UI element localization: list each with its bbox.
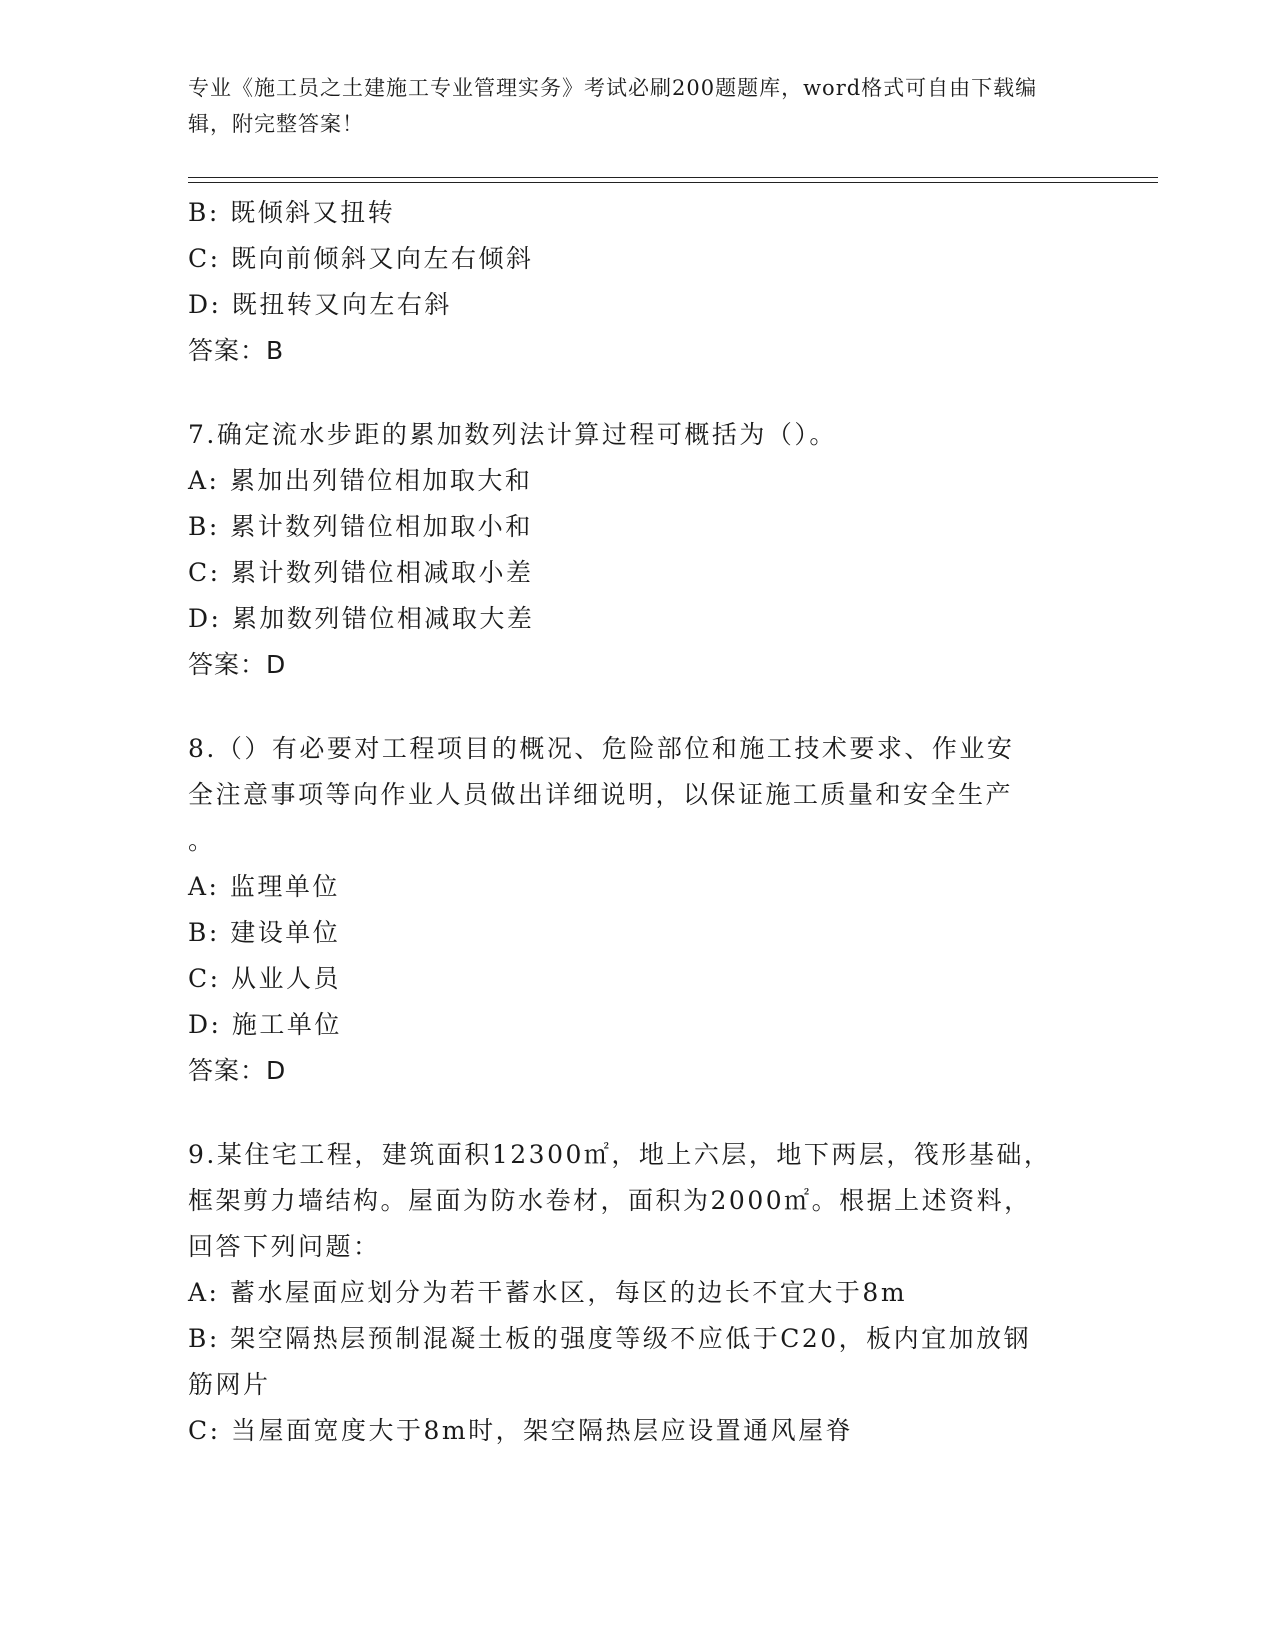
option-b: B: 建设单位 [188, 918, 341, 947]
option-d: D: 累加数列错位相减取大差 [188, 604, 535, 633]
answer: 答案：D [188, 650, 287, 679]
question-stem-line: 8.（）有必要对工程项目的概况、危险部位和施工技术要求、作业安 [188, 734, 1015, 763]
question-stem-line: 全注意事项等向作业人员做出详细说明，以保证施工质量和安全生产 [188, 780, 1014, 809]
question-stem-line: 。 [188, 826, 216, 855]
option-b: B: 既倾斜又扭转 [188, 198, 396, 227]
option-b: B: 架空隔热层预制混凝土板的强度等级不应低于C20，板内宜加放钢 [188, 1324, 1032, 1353]
option-a: A: 蓄水屋面应划分为若干蓄水区，每区的边长不宜大于8m [188, 1278, 908, 1307]
answer: 答案：B [188, 336, 285, 365]
question-stem-line: 9.某住宅工程，建筑面积12300㎡，地上六层，地下两层，筏形基础， [188, 1140, 1052, 1169]
question-stem-line: 回答下列问题： [188, 1232, 381, 1261]
option-a: A: 累加出列错位相加取大和 [188, 466, 533, 495]
option-d: D: 施工单位 [188, 1010, 342, 1039]
document-header: 专业《施工员之土建施工专业管理实务》考试必刷200题题库，word格式可自由下载编辑，附完整答案！ [188, 76, 1038, 136]
document-body [188, 190, 1068, 1454]
question-stem: 7.确定流水步距的累加数列法计算过程可概括为（）。 [188, 420, 837, 449]
question-9 [188, 1132, 1068, 1454]
header-divider-bottom [188, 182, 1158, 183]
option-c: C: 当屋面宽度大于8m时，架空隔热层应设置通风屋脊 [188, 1416, 854, 1445]
option-a: A: 监理单位 [188, 872, 340, 901]
header-divider-top [188, 177, 1158, 178]
question-6-continued [188, 190, 1068, 374]
option-c: C: 累计数列错位相减取小差 [188, 558, 534, 587]
question-7 [188, 412, 1068, 688]
option-c: C: 既向前倾斜又向左右倾斜 [188, 244, 534, 273]
option-b-continued: 筋网片 [188, 1370, 271, 1399]
question-8 [188, 726, 1068, 1094]
answer: 答案：D [188, 1056, 287, 1085]
option-c: C: 从业人员 [188, 964, 341, 993]
option-b: B: 累计数列错位相加取小和 [188, 512, 533, 541]
option-d: D: 既扭转又向左右斜 [188, 290, 452, 319]
question-stem-line: 框架剪力墙结构。屋面为防水卷材，面积为2000㎡。根据上述资料， [188, 1186, 1032, 1215]
